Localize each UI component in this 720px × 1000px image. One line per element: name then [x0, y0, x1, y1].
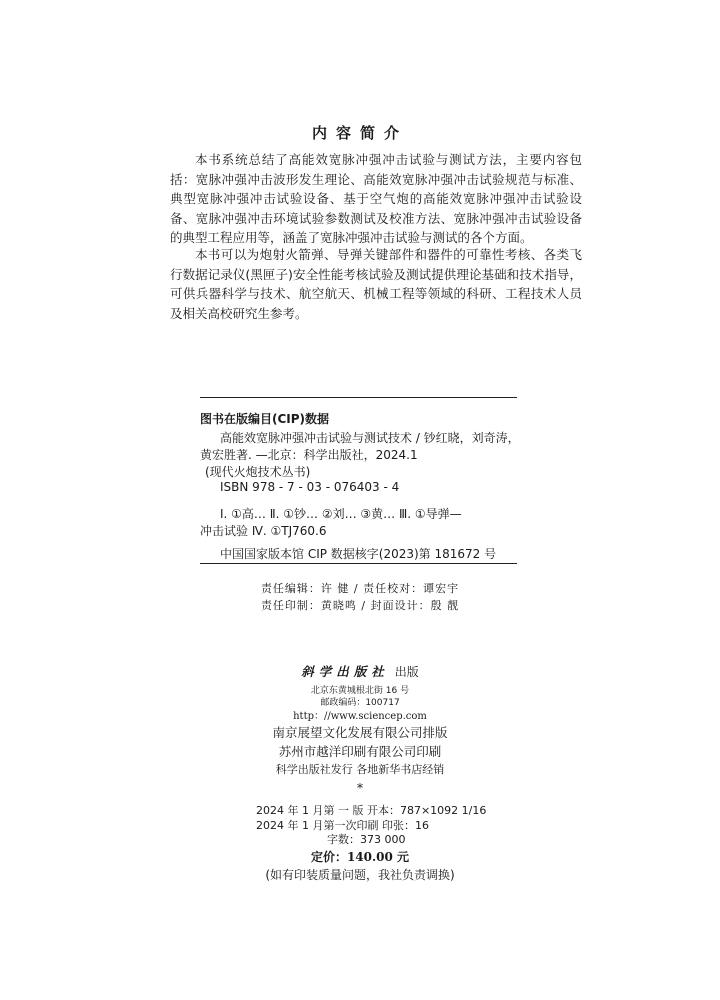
separator-asterisk: * — [357, 781, 363, 795]
word-count: 字数：373 000 — [327, 833, 406, 846]
cip-top-rule — [200, 397, 517, 398]
cip-series-line: (现代火炮技术丛书) — [205, 465, 311, 479]
cip-record-number: 中国国家版本馆 CIP 数据核字(2023)第 181672 号 — [220, 547, 497, 561]
production-credits: 责任印制：黄晓鸣 / 封面设计：殷 靓 — [260, 599, 460, 612]
cip-title-line: 高能效宽脉冲强冲击试验与测试技术 / 钞红晓，刘奇涛， — [220, 431, 520, 445]
intro-paragraph-1: 本书系统总结了高能效宽脉冲强冲击试验与测试方法，主要内容包括：宽脉冲强冲击波形发生理论、高能效宽脉冲强冲击试验规范与标准、典型宽脉冲强冲击试验设备、基于空气炮的高能效宽脉冲强冲击试验设备、宽脉冲强冲击环境试验参数测试及校准方法、宽脉冲强冲击试验设备的典型工程应用等，涵盖了宽脉冲强冲击试验与测试的各个方面。 — [170, 152, 582, 246]
publisher-suffix: 出版 — [394, 665, 419, 679]
printer: 苏州市越洋印刷有限公司印刷 — [278, 744, 442, 759]
price: 定价：140.00 元 — [310, 850, 410, 864]
quality-notice: (如有印装质量问题，我社负责调换) — [265, 868, 455, 882]
typesetter: 南京展望文化发展有限公司排版 — [272, 725, 448, 740]
printing-info: 2024 年 1 月第一次印刷 印张：16 — [256, 819, 429, 832]
publisher-address: 北京东黄城根北街 16 号 — [310, 686, 410, 696]
distribution: 科学出版社发行 各地新华书店经销 — [275, 763, 445, 776]
intro-paragraph-2: 本书可以为炮射火箭弹、导弹关键部件和器件的可靠性考核、各类飞行数据记录仪(黑匣子)安全性能考核试验及测试提供理论基础和技术指导，可供兵器科学与技术、航空航天、机械工程等领域的科研、工程技术人员及相关高校研究生参考。 — [170, 247, 582, 321]
publisher-logo-name: 斜学出版社 — [301, 664, 389, 679]
cip-bottom-rule — [200, 563, 517, 564]
publisher-postcode: 邮政编码：100717 — [320, 698, 400, 708]
cip-isbn: ISBN 978 - 7 - 03 - 076403 - 4 — [220, 480, 400, 494]
edition-info: 2024 年 1 月第 一 版 开本：787×1092 1/16 — [256, 804, 487, 817]
cip-heading: 图书在版编目(CIP)数据 — [200, 412, 330, 426]
cip-author-line: 黄宏胜著. —北京：科学出版社，2024.1 — [200, 448, 418, 462]
publisher-line — [0, 662, 720, 680]
publisher-url: http：//www.sciencep.com — [293, 711, 427, 722]
cip-classification-cont: 冲击试验 Ⅳ. ①TJ760.6 — [200, 524, 327, 538]
intro-title: 内容简介 — [311, 124, 408, 142]
editor-credits: 责任编辑：许 健 / 责任校对：谭宏宇 — [260, 582, 460, 595]
cip-classification-line: Ⅰ. ①高… Ⅱ. ①钞… ②刘… ③黄… Ⅲ. ①导弹— — [220, 507, 462, 521]
